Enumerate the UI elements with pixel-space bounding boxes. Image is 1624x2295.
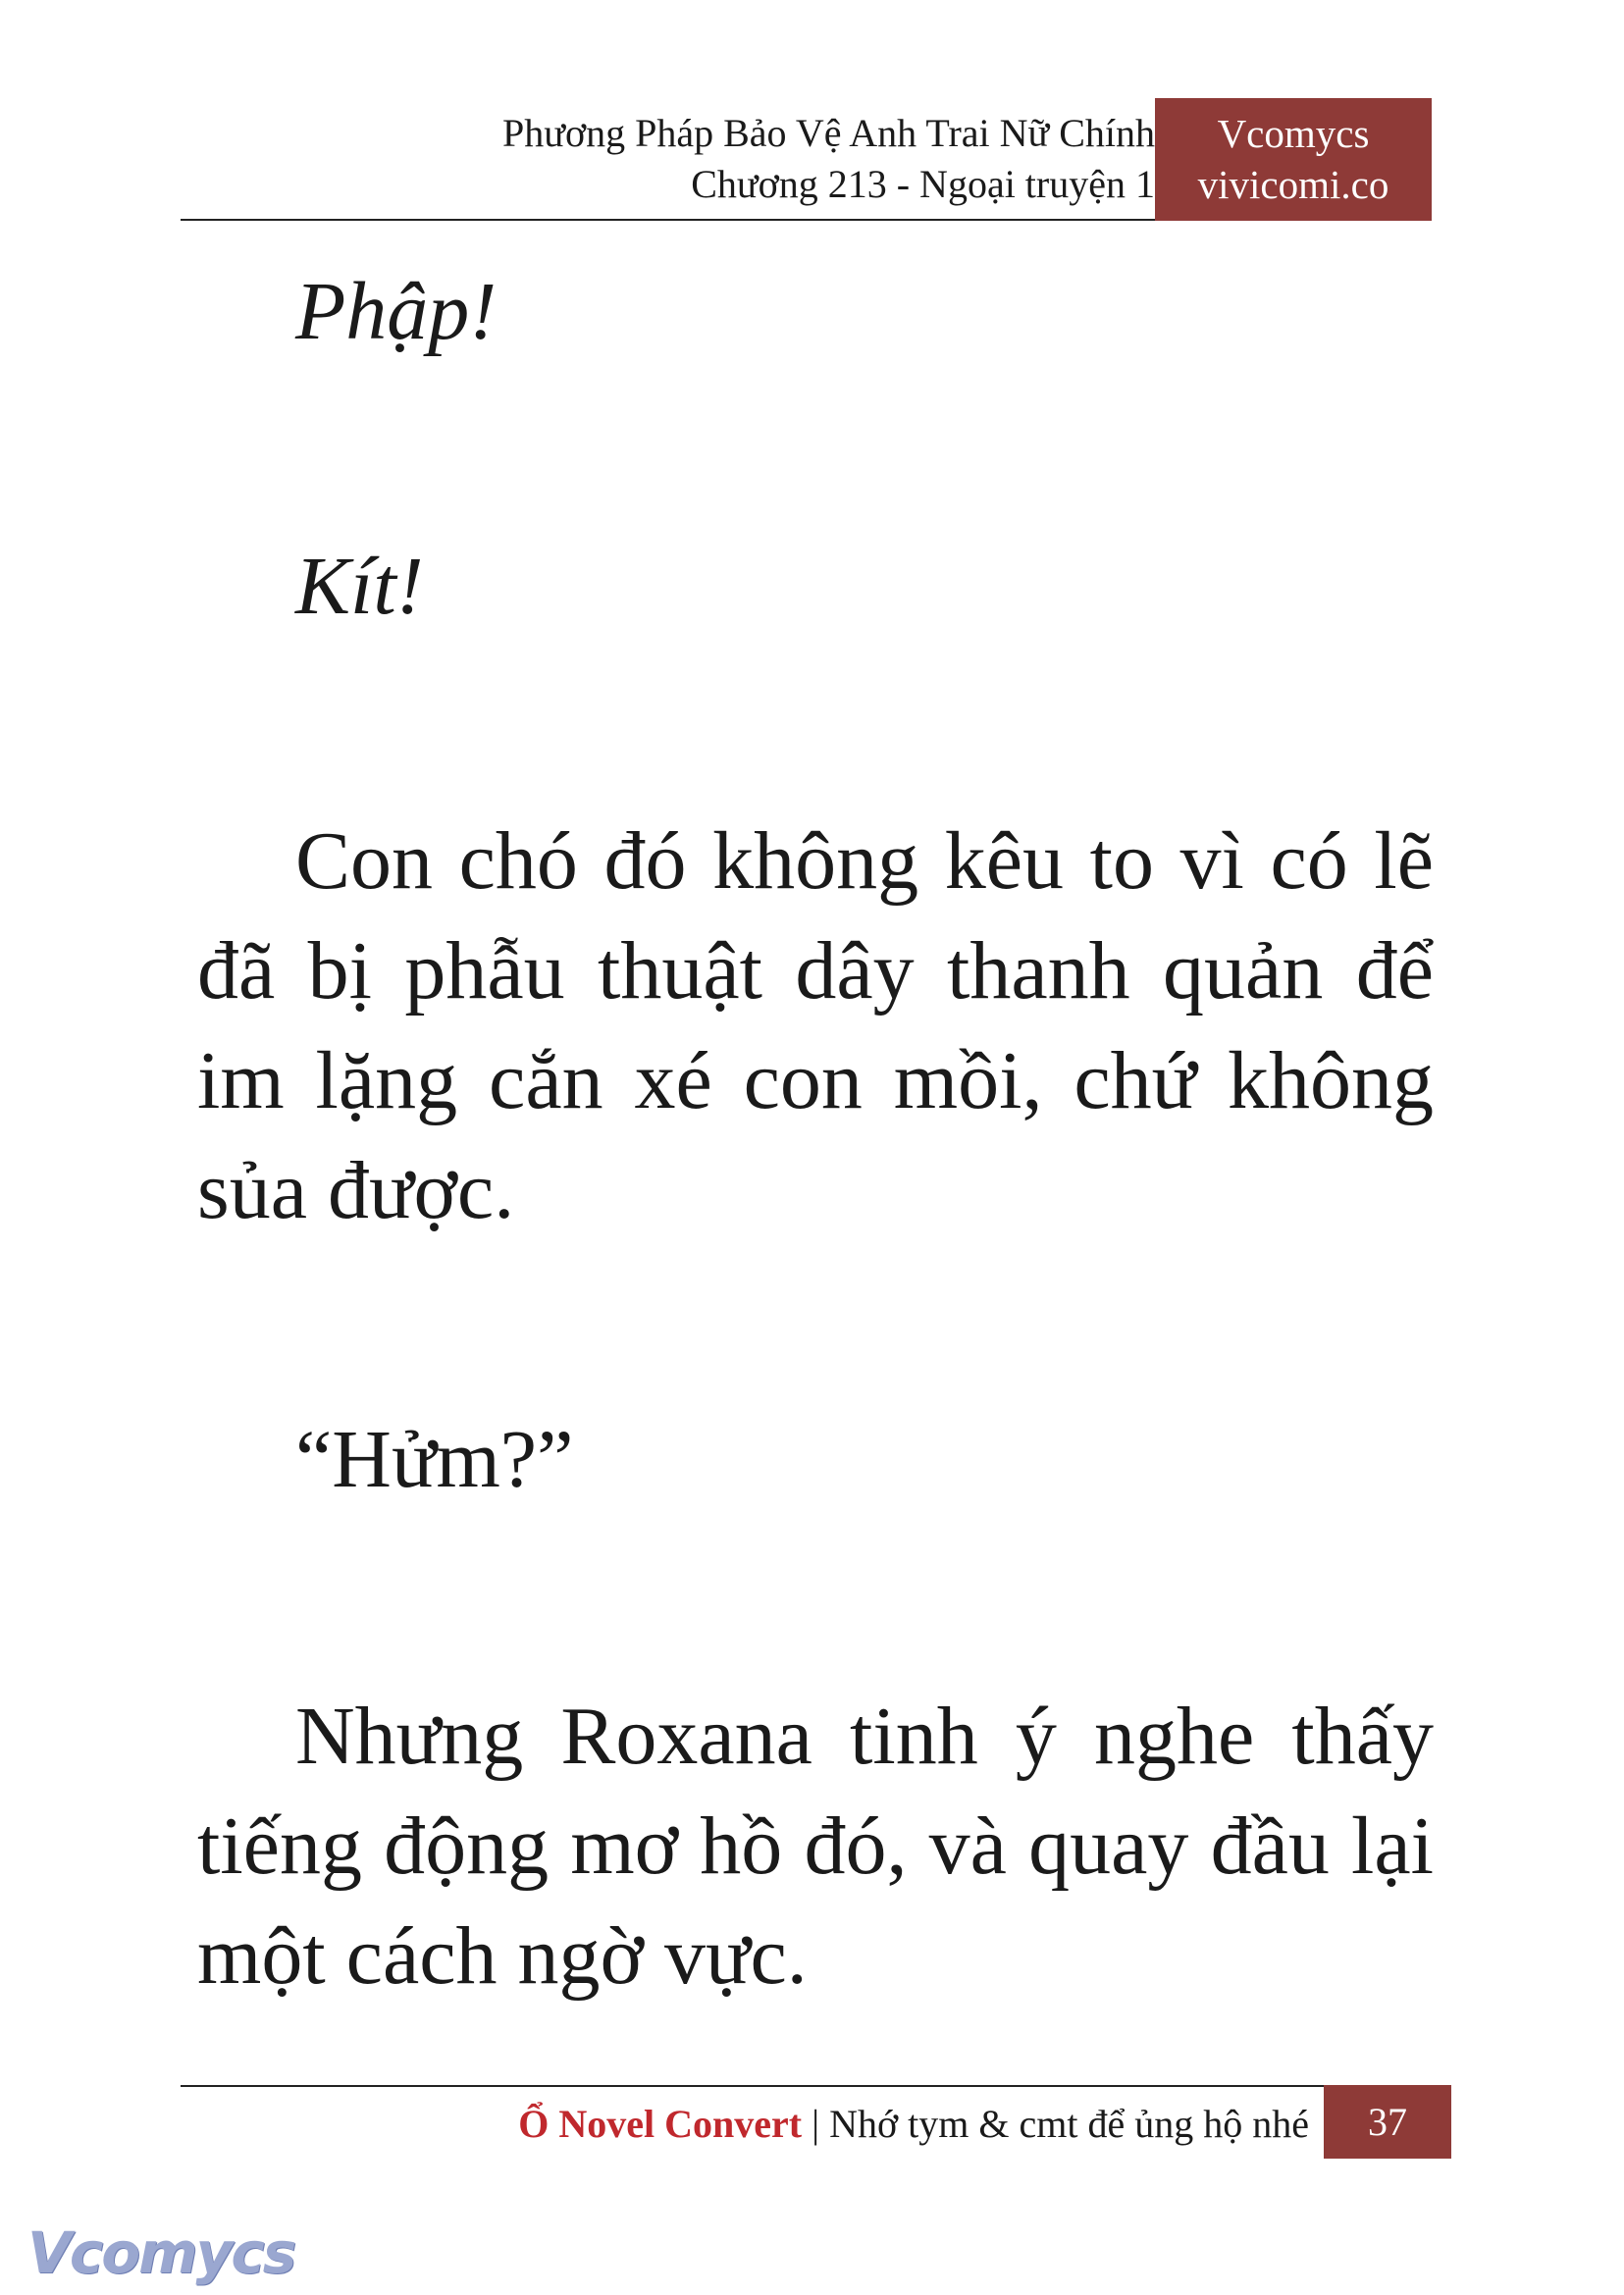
footer-divider [181,2085,1324,2087]
paragraph-sound-1: Phập! [295,266,498,357]
paragraph-sound-2: Kít! [295,541,424,632]
footer-text [518,2095,1309,2154]
chapter-title: Chương 213 - Ngoại truyện 1 [691,162,1155,206]
page-footer [181,2085,1451,2159]
paragraph-dialogue: “Hửm?” [295,1414,574,1505]
brand-site: vivicomi.co [1197,162,1389,207]
paragraph-dog-text: Con chó đó không kêu to vì có lẽ đã bị phẫu thuật dây thanh quản để im lặng cắn xé con mồi, chứ không sủa được. [197,815,1434,1236]
footer-message: Nhớ tym & cmt để ủng hộ nhé [829,2102,1309,2146]
footer-brand: Ổ Novel Convert [518,2102,803,2146]
watermark-logo: Vcomycs [27,2219,295,2286]
brand-name: Vcomycs [1217,111,1370,156]
book-title: Phương Pháp Bảo Vệ Anh Trai Nữ Chính [502,111,1155,155]
footer-separator: | [812,2102,820,2146]
page-number: 37 [1324,2085,1451,2159]
paragraph-roxana [197,1682,1434,2011]
paragraph-roxana-text: Nhưng Roxana tinh ý nghe thấy tiếng động mơ hồ đó, và quay đầu lại một cách ngờ vực. [197,1691,1434,2002]
paragraph-dog [197,807,1434,1246]
